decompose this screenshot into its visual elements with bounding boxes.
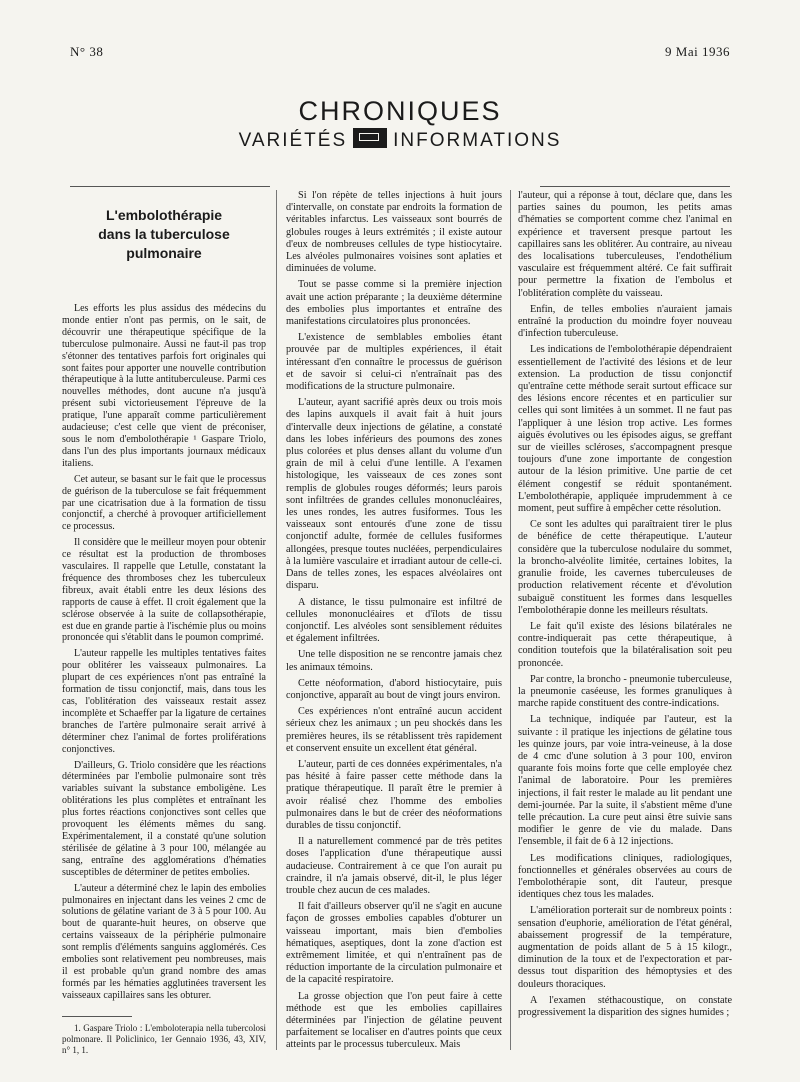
- paragraph: Enfin, de telles embolies n'auraient jamais entraîné la production du moindre foyer nouveau d'infection tuberculeuse.: [518, 303, 732, 340]
- column-3: [518, 190, 732, 1023]
- article-title: [62, 206, 266, 263]
- paragraph: Il a naturellement commencé par de très petites doses l'application d'une thérapeutique aussi audacieuse. Contrairement à ce que l'on aurait pu craindre, il n'a jamais observé, dit-il, le plus léger trouble chez aucun de ces malades.: [286, 836, 502, 896]
- masthead-subtitle: [0, 128, 800, 153]
- paragraph: Ce sont les adultes qui paraîtraient tirer le plus de bénéfice de cette thérapeutique. L'auteur considère que la tuberculose nodulaire du sommet, la broncho-alvéolite limitée, certaines lobites, la granulie froide, les cavernes tuberculeuses de production relativement récente et d'évolution subaiguë constituent les formes dans lesquelles l'embolothérapie donne les meilleurs résultats.: [518, 519, 732, 616]
- paragraph: Il fait d'ailleurs observer qu'il ne s'agit en aucune façon de grosses embolies capables d'obturer un vaisseau important, mais bien d'embolies hématiques, aseptiques, dont la zone d'action est extrêmement limitée, et qui n'entraînent pas de réduction importante de la circulation pulmonaire et de la capacité respiratoire.: [286, 901, 502, 986]
- masthead-informations: INFORMATIONS: [393, 130, 562, 151]
- issue-number: N° 38: [70, 44, 104, 59]
- masthead-varietes: VARIÉTÉS: [238, 130, 348, 151]
- ornament-icon: [353, 128, 387, 148]
- paragraph: Les efforts les plus assidus des médecins du monde entier n'ont pas permis, on le sait, de découvrir une thérapeutique spécifique de la tuberculose pulmonaire. Aussi ne faut-il pas trop s'étonner des tentatives parfois fort originales qui sont faites pour apporter une nouvelle contribution thérapeutique à la lutte antituberculeuse. Parmi ces nouvelles méthodes, dont aucune n'a jusqu'à présent subi victorieusement l'épreuve de la pratique, l'une apparaît comme particulièrement audacieuse; c'est celle que vient de préconiser, sous le nom d'embolothérapie ¹ Gaspare Triolo, dans l'un des plus importants journaux médicaux italiens.: [62, 303, 266, 469]
- paragraph: Cette néoformation, d'abord histiocytaire, puis conjonctive, apparaît au bout de vingt jours environ.: [286, 677, 502, 701]
- paragraph: La technique, indiquée par l'auteur, est la suivante : il pratique les injections de gélatine tous les quinze jours, par voie intra-veineuse, à la dose de 4 cmc d'une solution à 3 pour 100, environ quarante fois moins forte que celle employée chez l'animal de laboratoire. Pour les premières injections, il fait rester le malade au lit pendant une demi-journée. Par la suite, il s'abstient même d'une telle précaution. La cure peut ainsi être suivie sans modifier le genre de vie du malade. Dans l'ensemble, il fait de 6 à 12 injections.: [518, 714, 732, 848]
- paragraph: l'auteur, qui a réponse à tout, déclare que, dans les parties saines du poumon, les petits amas d'hématies se comportent comme chez l'animal en expérience et traversent presque partout les capillaires sans les oblitérer. Au contraire, au niveau des localisations tuberculeuses, l'endothélium vasculaire est fréquemment altéré. Ce fait suffirait pour permettre la fixation de l'embolus et l'oblitération complète du vaisseau.: [518, 190, 732, 299]
- paragraph: Une telle disposition ne se rencontre jamais chez les animaux témoins.: [286, 649, 502, 673]
- column-2: [286, 190, 502, 1056]
- paragraph: D'ailleurs, G. Triolo considère que les réactions déterminées par l'embolie pulmonaire sont très variables suivant la substance emboligène. Les oblitérations les plus complètes et entraînant les plus fortes réactions conjonctives sont celles que provoquent les éléments mêmes du sang. Expérimentalement, il a constaté qu'une solution stérilisée de gélatine à 3 pour 100, mélangée au sang, entraîne des agglomérations d'hématies susceptibles de déterminer de petites embolies.: [62, 759, 266, 878]
- footnote-rule: [62, 1016, 132, 1017]
- paragraph: Il considère que le meilleur moyen pour obtenir ce résultat est la production de thromboses vasculaires. Il rappelle que Letulle, constatant la fréquence des thromboses chez les tuberculeux fibreux, avait établi entre les deux lésions des rapports de cause à effet. Il croit également que la sclérose observée à la suite de collapsothérapie, est due en grande partie à l'ischémie plus ou moins prononcée qui s'établit dans le poumon comprimé.: [62, 537, 266, 644]
- issue-date: 9 Mai 1936: [665, 44, 730, 59]
- paragraph: Ces expériences n'ont entraîné aucun accident sérieux chez les animaux ; un peu shockés dans les premières heures, ils se rétablissent très rapidement et conservent ensuite un excellent état général.: [286, 706, 502, 754]
- paragraph: Les modifications cliniques, radiologiques, fonctionnelles et générales observées au cours de l'embolothérapie sont, dit l'auteur, presque identiques chez tous les malades.: [518, 852, 732, 901]
- top-rule-right: [540, 186, 730, 187]
- paragraph: A distance, le tissu pulmonaire est infiltré de cellules mononucléaires et d'îlots de tissu conjonctif. Les alvéoles sont sensiblement réduites et également infiltrées.: [286, 596, 502, 645]
- paragraph: Cet auteur, se basant sur le fait que le processus de guérison de la tuberculose se fait fréquemment par une cicatrisation due à la formation de tissu conjonctif, a cherché à provoquer artificiellement ce processus.: [62, 473, 266, 533]
- paragraph: L'existence de semblables embolies étant prouvée par de multiples expériences, il était intéressant d'en connaître le processus de guérison et de savoir si celui-ci n'entraînait pas des modifications de la structure pulmonaire.: [286, 332, 502, 393]
- paragraph: Tout se passe comme si la première injection avait une action préparante ; la deuxième détermine des embolies plus importantes et entraîne des manifestations circulatoires plus prononcées.: [286, 279, 502, 328]
- paragraph: Le fait qu'il existe des lésions bilatérales ne contre-indiquerait pas cette thérapeutique, à condition toutefois que la bilatéralisation soit peu prononcée.: [518, 620, 732, 669]
- article-title-line2: dans la tuberculose pulmonaire: [98, 226, 230, 261]
- top-rule-left: [70, 186, 270, 187]
- paragraph: L'auteur a déterminé chez le lapin des embolies pulmonaires en injectant dans les veines 2 cmc de solutions de gélatine variant de 3 à 5 pour 100. Au bout de quarante-huit heures, on observe que certains vaisseaux de la périphérie pulmonaire sont remplis d'éléments sanguins agglomérés. Ces embolies sont relativement peu nombreuses, mais il est probable qu'un grand nombre des amas formés par les hématies agglutinées traversent les vaisseaux capillaires sans les obturer.: [62, 882, 266, 1001]
- masthead: [0, 96, 800, 153]
- column-divider-2: [510, 190, 511, 1050]
- paragraph: L'amélioration porterait sur de nombreux points : sensation d'euphorie, amélioration de l'état général, abaissement progressif de la température, augmentation de poids allant de 5 à 15 kilogr., diminution de la toux et de l'expectoration et par-dessus tout disparition des hémoptysies et des douleurs thoraciques.: [518, 905, 732, 990]
- paragraph: A l'examen stéthacoustique, on constate progressivement la disparition des signes humides ;: [518, 994, 732, 1018]
- paragraph: L'auteur, ayant sacrifié après deux ou trois mois des lapins auxquels il avait fait à huit jours d'intervalle deux injections de gélatine, a constaté dans les lobes inférieurs des poumons des zones plus colorées et plus denses allant du volume d'un grain de mil à celui d'une lentille. A l'examen histologique, les vaisseaux de ces zones sont remplis de globules rouges déformés; leurs parois sont infiltrées de grandes cellules mononucléaires, les unes rondes, les autres fusiformes. Tous les vaisseaux sont entourés d'une zone de tissu conjonctif adulte, formée de cellules fusiformes allongées, presque toutes nucléées, perpendiculaires à la lumière vasculaire et irradiant autour de celle-ci. Dans de telles zones, les espaces alvéolaires ont disparu.: [286, 397, 502, 592]
- column-divider-1: [276, 190, 277, 1050]
- column-1: [62, 190, 266, 1060]
- footnote: 1. Gaspare Triolo : L'emboloterapia nella tubercolosi polmonare. Il Policlinico, 1er Gennaio 1936, 43, XIV, n° 1, 1.: [62, 1022, 266, 1055]
- paragraph: Par contre, la broncho - pneumonie tuberculeuse, la pneumonie caséeuse, les formes granuliques à marche rapide constituent des contre-indications.: [518, 673, 732, 710]
- article-title-line1: L'embolothérapie: [105, 207, 223, 223]
- paragraph: Si l'on répète de telles injections à huit jours d'intervalle, on constate par endroits la formation de véritables infarctus. Les vaisseaux sont bourrés de globules rouges à leurs extrémités ; il existe autour d'eux de nombreuses cellules de type histiocytaire. Les alvéoles pulmonaires voisines sont aplaties et diminuées de volume.: [286, 190, 502, 275]
- paragraph: Les indications de l'embolothérapie dépendraient essentiellement de l'activité des lésions et de leur extension. La production de tissu conjonctif qu'entraîne cette méthode serait surtout efficace sur des lésions encore récentes et en particulier sur celles qui sont limitées à un sommet. Il ne faut pas l'appliquer à une lésion trop active. Les formes aiguës évolutives ou les épisodes aigus, se greffant sur de vieilles scléroses, s'accompagnent presque toujours d'une zone importante de congestion autour de la lésion primitive. Une partie de cet élément congestif se réduit spontanément. L'embolothérapie, appliquée imprudemment à ce moment, peut suffire à empêcher cette résolution.: [518, 344, 732, 515]
- paragraph: L'auteur, parti de ces données expérimentales, n'a pas hésité à faire passer cette méthode dans la pratique thérapeutique. Il paraît être le premier à avoir réalisé chez l'homme des embolies pulmonaires dans le but de créer des néoformations durables de tissu conjonctif.: [286, 758, 502, 831]
- masthead-chroniques: CHRONIQUES: [298, 96, 502, 126]
- paragraph: L'auteur rappelle les multiples tentatives faites pour oblitérer les vaisseaux pulmonaires. La plupart de ces expériences n'ont pas entraîné la formation de tissu conjonctif, mais, dans tous les cas, l'oblitération des vaisseaux restait assez incomplète et Schaeffer par la ligature de certaines branches de l'artère pulmonaire serait arrivé à déterminer chez l'animal de fortes proliférations conjonctives.: [62, 648, 266, 755]
- paragraph: La grosse objection que l'on peut faire à cette méthode est que les embolies capillaires déterminées par l'injection de gélatine peuvent parfaitement se localiser en d'autres points que ceux atteints par le processus tuberculeux. Mais: [286, 990, 502, 1051]
